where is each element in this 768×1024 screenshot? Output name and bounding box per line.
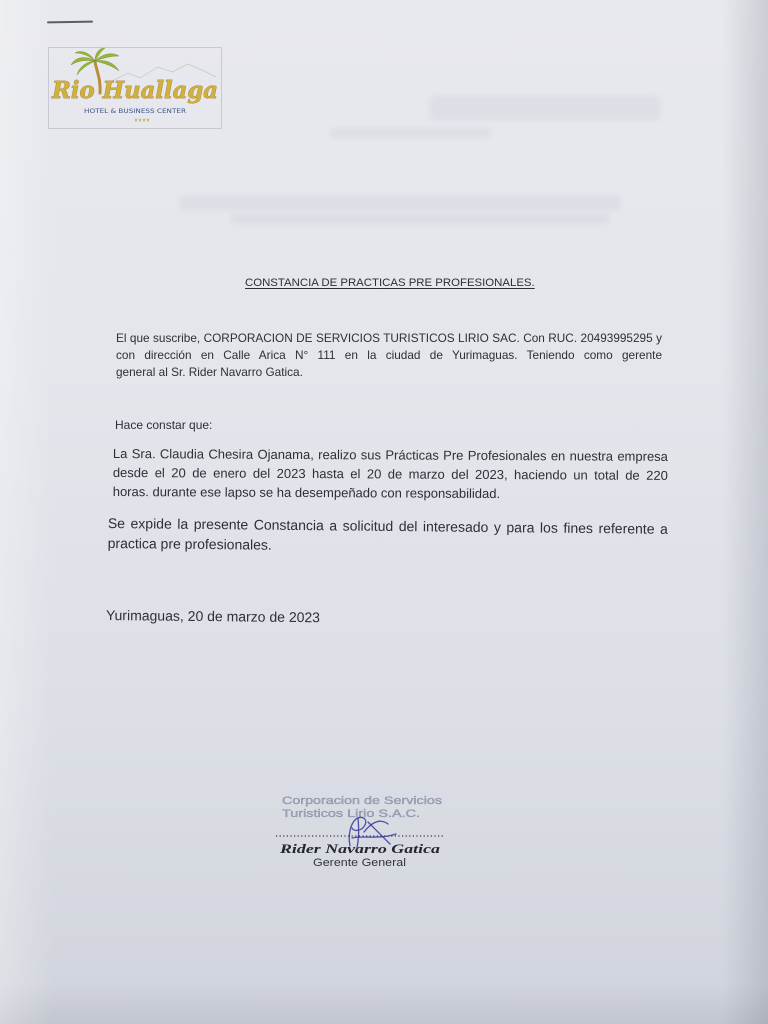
hotel-logo	[48, 47, 222, 129]
issuance-paragraph	[108, 513, 668, 559]
statement-paragraph	[113, 444, 668, 504]
logo-tagline: HOTEL & BUSINESS CENTER	[84, 108, 187, 115]
statement-line-1: La Sra. Claudia Chesira Ojanama, realizo sus Prácticas Pre Profesionales en nuestra empresa	[112, 445, 668, 464]
intro-paragraph	[116, 330, 662, 381]
company-stamp-line-1: Corporacion de Servicios	[282, 795, 443, 807]
bleed-through-shadow	[0, 0, 768, 300]
statement-line-2: desde el 20 de enero del 2023 hasta el 20 de marzo del 2023, haciendo un total de 220	[112, 464, 668, 483]
logo-stars: ★★★★	[134, 117, 150, 124]
palm-frond	[77, 61, 95, 75]
intro-line-2: con dirección en Calle Arica N° 111 en la ciudad de Yurimaguas. Teniendo como gerente	[116, 348, 662, 362]
company-stamp-line-2: Turisticos Lirio S.A.C.	[282, 808, 420, 820]
intro-line-1: El que suscribe, CORPORACION DE SERVICIOS TURISTICOS LIRIO SAC. Con RUC. 20493995295 y	[116, 331, 662, 345]
document-title: CONSTANCIA DE PRACTICAS PRE PROFESIONALES.	[245, 277, 535, 289]
place-and-date: Yurimaguas, 20 de marzo de 2023	[105, 607, 321, 626]
statement-line-3: horas. durante ese lapso se ha desempeñado con responsabilidad.	[112, 483, 501, 502]
signature-block	[268, 788, 458, 872]
pen-mark	[47, 21, 93, 24]
intro-line-3: general al Sr. Rider Navarro Gatica.	[116, 365, 303, 379]
signer-name: Rider Navarro Gatica	[278, 841, 441, 856]
palm-frond	[95, 60, 119, 71]
issuance-line-2: practica pre profesionales.	[107, 534, 272, 553]
lead-in: Hace constar que:	[115, 418, 213, 432]
issuance-line-1: Se expide la presente Constancia a solicitud del interesado y para los fines referente a	[107, 514, 668, 537]
logo-wordmark: Rio Huallaga	[51, 77, 218, 104]
signer-role: Gerente General	[313, 857, 406, 869]
